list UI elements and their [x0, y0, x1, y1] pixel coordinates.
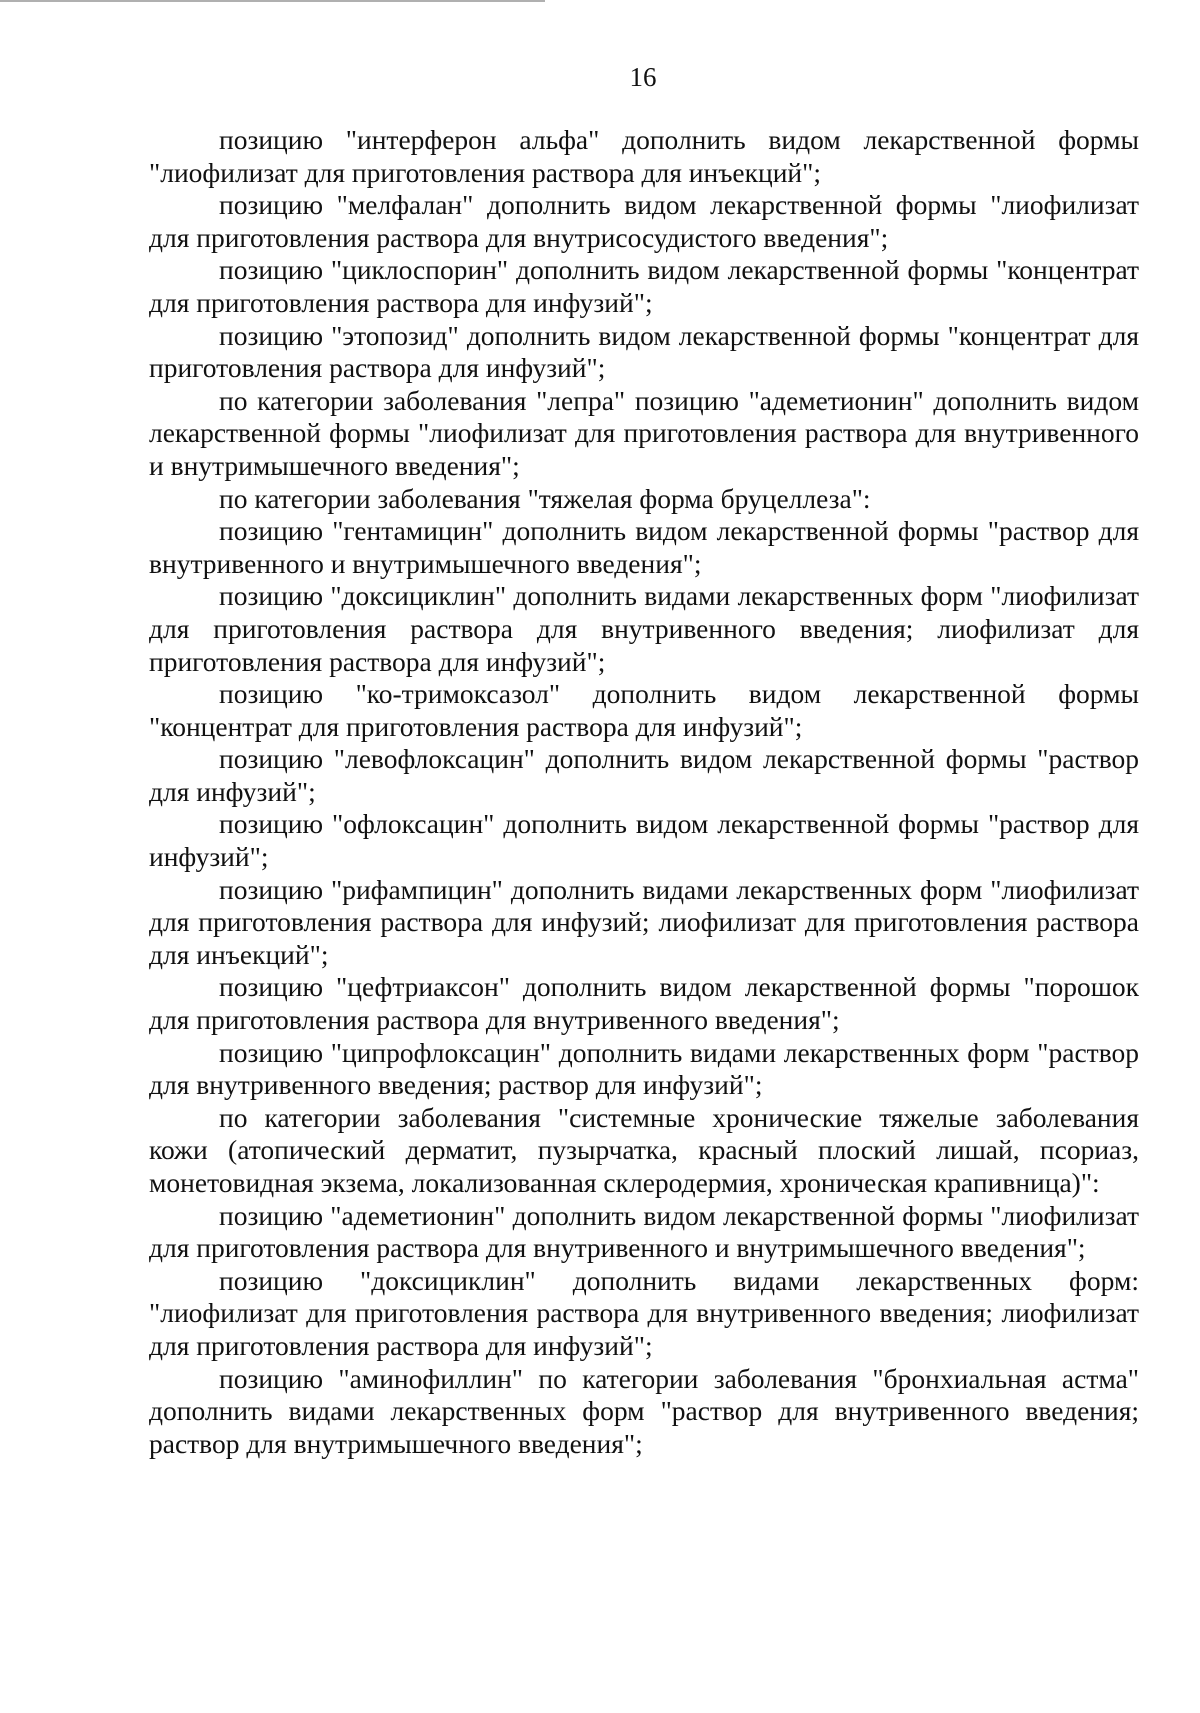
paragraph: позицию "этопозид" дополнить видом лекарственной формы "концентрат для приготовления раствора для инфузий"; [149, 319, 1139, 384]
paragraph: позицию "доксициклин" дополнить видами лекарственных форм "лиофилизат для приготовления раствора для внутривенного введения; лиофилизат для приготовления раствора для инфузий"; [149, 580, 1139, 677]
paragraph: позицию "рифампицин" дополнить видами лекарственных форм "лиофилизат для приготовления раствора для инфузий; лиофилизат для приготовления раствора для инъекций"; [149, 873, 1139, 970]
paragraph: позицию "адеметионин" дополнить видом лекарственной формы "лиофилизат для приготовления раствора для внутривенного и внутримышечного введения"; [149, 1199, 1139, 1264]
paragraph: позицию "цефтриаксон" дополнить видом лекарственной формы "порошок для приготовления раствора для внутривенного введения"; [149, 971, 1139, 1036]
paragraph: позицию "левофлоксацин" дополнить видом лекарственной формы "раствор для инфузий"; [149, 743, 1139, 807]
paragraph: позицию "офлоксацин" дополнить видом лекарственной формы "раствор для инфузий"; [149, 808, 1139, 873]
paragraph: позицию "циклоспорин" дополнить видом лекарственной формы "концентрат для приготовления раствора для инфузий"; [149, 254, 1139, 318]
paragraph: позицию "гентамицин" дополнить видом лекарственной формы "раствор для внутривенного и внутримышечного введения"; [149, 515, 1139, 579]
paragraph: позицию "ципрофлоксацин" дополнить видами лекарственных форм "раствор для внутривенного введения; раствор для инфузий"; [149, 1036, 1139, 1101]
scan-edge-line [0, 0, 545, 2]
paragraph: позицию "доксициклин" дополнить видами лекарственных форм: "лиофилизат для приготовления раствора для внутривенного введения; лиофилизат для приготовления раствора для инфузий"; [149, 1264, 1139, 1361]
page-number: 16 [629, 62, 657, 92]
paragraph: позицию "мелфалан" дополнить видом лекарственной формы "лиофилизат для приготовления раствора для внутрисосудистого введения"; [149, 189, 1139, 253]
paragraph: по категории заболевания "системные хронические тяжелые заболевания кожи (атопический дерматит, пузырчатка, красный плоский лишай, псориаз, монетовидная экзема, локализованная склеродермия, хроническая крапивница)": [149, 1101, 1139, 1198]
document-body [149, 124, 1139, 1460]
paragraph: по категории заболевания "тяжелая форма бруцеллеза": [219, 482, 871, 514]
paragraph: по категории заболевания "лепра" позицию "адеметионин" дополнить видом лекарственной формы "лиофилизат для приготовления раствора для внутривенного и внутримышечного введения"; [149, 384, 1139, 481]
paragraph: позицию "ко-тримоксазол" дополнить видом лекарственной формы "концентрат для приготовления раствора для инфузий"; [149, 678, 1139, 742]
paragraph: позицию "интерферон альфа" дополнить видом лекарственной формы "лиофилизат для приготовления раствора для инъекций"; [149, 124, 1139, 188]
paragraph: позицию "аминофиллин" по категории заболевания "бронхиальная астма" дополнить видами лекарственных форм "раствор для внутривенного введения; раствор для внутримышечного введения"; [149, 1362, 1139, 1459]
